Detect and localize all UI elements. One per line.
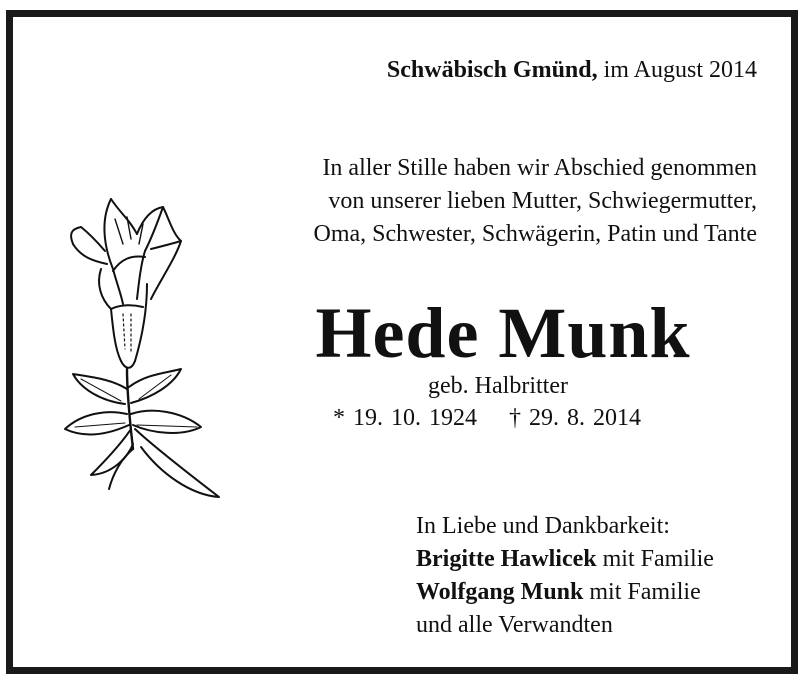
mourner-line <box>416 543 714 576</box>
deceased-name: Hede Munk <box>315 293 691 373</box>
mourners-closing: und alle Verwandten <box>416 612 613 638</box>
life-dates <box>333 405 641 432</box>
intro-line-1: In aller Stille haben wir Abschied genommen <box>322 155 757 181</box>
mourner-suffix: mit Familie <box>589 579 701 605</box>
intro-text <box>314 152 757 251</box>
birth-date: * 19. 10. 1924 <box>333 405 477 431</box>
date: im August 2014 <box>603 57 757 83</box>
place-date-line <box>387 57 757 84</box>
gentian-flower-icon <box>51 189 226 504</box>
intro-line-3: Oma, Schwester, Schwägerin, Patin und Tante <box>313 221 757 247</box>
mourner-suffix: mit Familie <box>602 546 714 572</box>
mourners-intro: In Liebe und Dankbarkeit: <box>416 513 670 539</box>
mourner-name: Wolfgang Munk <box>416 579 584 605</box>
mourner-name: Brigitte Hawlicek <box>416 546 597 572</box>
death-date: † 29. 8. 2014 <box>509 405 641 431</box>
mourner-line <box>416 576 714 609</box>
maiden-name: geb. Halbritter <box>428 373 568 399</box>
mourners-block <box>416 510 714 642</box>
obituary-card <box>6 10 798 674</box>
place: Schwäbisch Gmünd, <box>386 57 598 83</box>
intro-line-2: von unserer lieben Mutter, Schwiegermutter, <box>328 188 757 214</box>
